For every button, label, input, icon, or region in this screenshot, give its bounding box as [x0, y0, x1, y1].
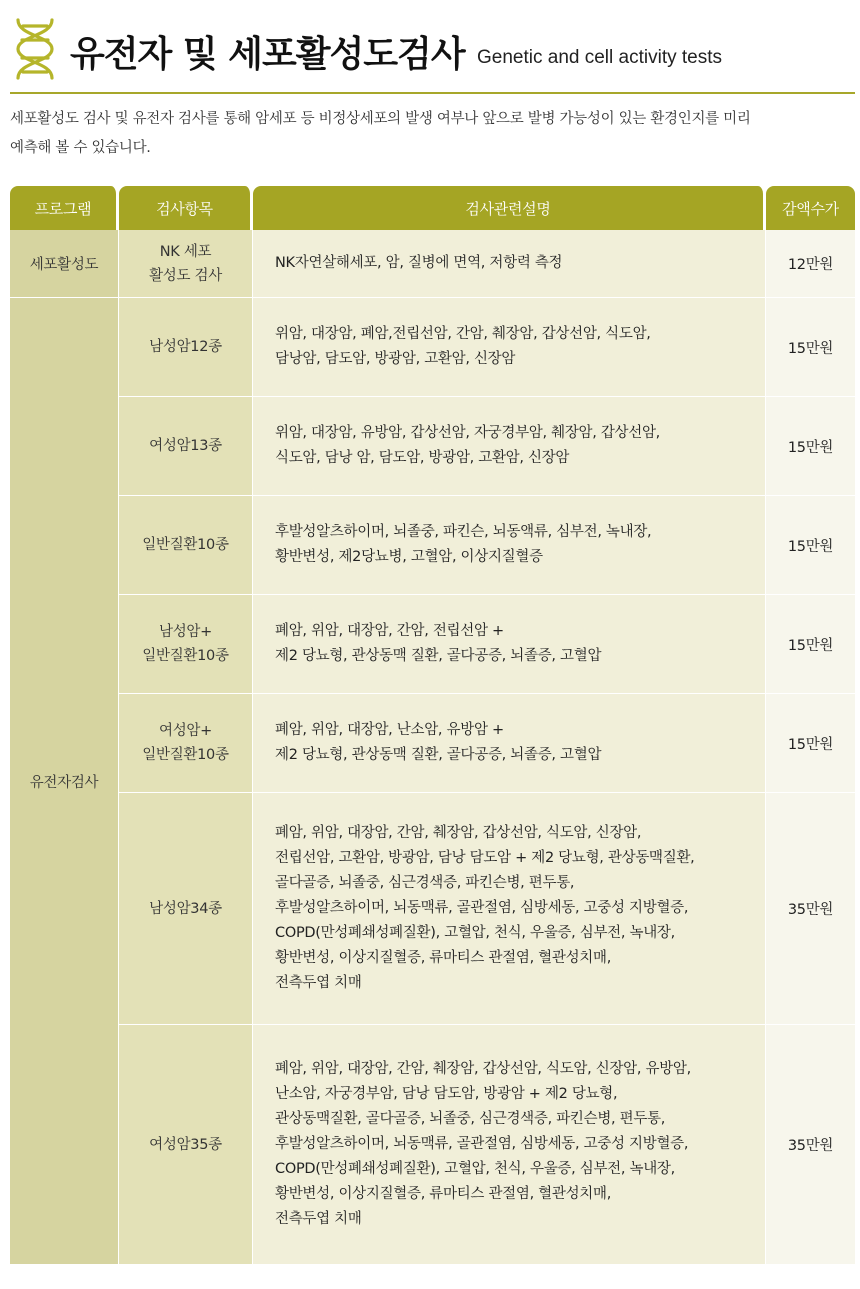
description-line: COPD(만성폐쇄성폐질환), 고혈압, 천식, 우울증, 심부전, 녹내장,: [275, 1161, 675, 1177]
page-subtitle: Genetic and cell activity tests: [477, 47, 722, 68]
dna-icon: [10, 18, 60, 80]
item-line: 여성암+: [159, 723, 212, 739]
item-cell: [119, 694, 253, 793]
description-line: 폐암, 위암, 대장암, 간암, 전립선암 +: [275, 623, 504, 639]
description-cell: [253, 496, 766, 595]
description-line: 폐암, 위암, 대장암, 간암, 췌장암, 갑상선암, 식도암, 신장암, 유방암,: [275, 1061, 691, 1077]
item-cell: [119, 230, 253, 298]
price-cell: 35만원: [766, 793, 855, 1025]
description-cell: [253, 230, 766, 298]
description-cell: [253, 298, 766, 397]
header-divider: [10, 92, 855, 94]
description-line: 폐암, 위암, 대장암, 간암, 췌장암, 갑상선암, 식도암, 신장암,: [275, 825, 642, 841]
table-row: [10, 595, 855, 694]
table-header-row: [10, 186, 855, 230]
item-line: 일반질환10종: [142, 537, 229, 553]
table-row: [10, 298, 855, 397]
description-line: 제2 당뇨형, 관상동맥 질환, 골다공증, 뇌졸증, 고혈압: [275, 747, 602, 763]
table-row: [10, 230, 855, 298]
description-line: 담낭암, 담도암, 방광암, 고환암, 신장암: [275, 351, 516, 367]
item-cell: [119, 298, 253, 397]
description-line: 전측두엽 치매: [275, 975, 362, 991]
description-line: 위암, 대장암, 폐암,전립선암, 간암, 췌장암, 갑상선암, 식도암,: [275, 326, 651, 342]
intro-text: [10, 105, 850, 163]
description-line: 후발성알츠하이머, 뇌동맥류, 골관절염, 심방세동, 고중성 지방혈증,: [275, 900, 689, 916]
page-title: 유전자 및 세포활성도검사: [70, 34, 465, 75]
description-line: 후발성알츠하이머, 뇌동맥류, 골관절염, 심방세동, 고중성 지방혈증,: [275, 1136, 689, 1152]
item-line: 여성암35종: [149, 1136, 222, 1153]
intro-line: 예측해 볼 수 있습니다.: [10, 140, 151, 156]
page-header: [10, 18, 855, 94]
program-cell: 세포활성도: [10, 230, 119, 298]
description-cell: [253, 1025, 766, 1265]
description-cell: [253, 397, 766, 496]
description-cell: [253, 793, 766, 1025]
column-header-price: 감액수가: [766, 186, 855, 230]
item-line: 일반질환10종: [142, 648, 229, 664]
description-line: NK자연살해세포, 암, 질병에 면역, 저항력 측정: [275, 255, 563, 271]
table-row: [10, 694, 855, 793]
column-header-description: 검사관련설명: [253, 186, 766, 230]
column-header-item: 검사항목: [119, 186, 253, 230]
description-line: 후발성알츠하이머, 뇌졸중, 파킨슨, 뇌동액류, 심부전, 녹내장,: [275, 524, 652, 540]
item-cell: [119, 397, 253, 496]
description-line: 식도암, 담낭 암, 담도암, 방광암, 고환암, 신장암: [275, 450, 570, 466]
item-line: 남성암12종: [149, 339, 222, 355]
description-line: 관상동맥질환, 골다골증, 뇌졸중, 심근경색증, 파킨슨병, 편두통,: [275, 1111, 666, 1127]
item-line: NK 세포: [159, 243, 212, 260]
intro-line: 세포활성도 검사 및 유전자 검사를 통해 암세포 등 비정상세포의 발생 여부나 앞으로 발병 가능성이 있는 환경인지를 미리: [10, 111, 751, 127]
description-line: COPD(만성폐쇄성폐질환), 고혈압, 천식, 우울증, 심부전, 녹내장,: [275, 925, 675, 941]
price-table: [10, 186, 855, 1265]
description-line: 황반변성, 제2당뇨병, 고혈암, 이상지질혈증: [275, 549, 543, 565]
item-line: 활성도 검사: [149, 267, 222, 284]
description-line: 폐암, 위암, 대장암, 난소암, 유방암 +: [275, 722, 504, 738]
table-row: [10, 397, 855, 496]
table-row: [10, 496, 855, 595]
description-line: 위암, 대장암, 유방암, 갑상선암, 자궁경부암, 췌장암, 갑상선암,: [275, 425, 660, 441]
item-cell: [119, 1025, 253, 1265]
column-header-program: 프로그램: [10, 186, 119, 230]
price-cell: 15만원: [766, 694, 855, 793]
description-line: 골다골증, 뇌졸중, 심근경색증, 파킨슨병, 편두통,: [275, 875, 575, 891]
item-line: 여성암13종: [149, 438, 222, 454]
description-line: 황반변성, 이상지질혈증, 류마티스 관절염, 혈관성치매,: [275, 950, 612, 966]
item-line: 남성암+: [159, 624, 212, 640]
item-line: 남성암34종: [149, 900, 222, 917]
description-line: 전립선암, 고환암, 방광암, 담낭 담도암 + 제2 당뇨형, 관상동맥질환,: [275, 850, 695, 866]
item-cell: [119, 793, 253, 1025]
description-cell: [253, 595, 766, 694]
item-cell: [119, 595, 253, 694]
description-line: 난소암, 자궁경부암, 담낭 담도암, 방광암 + 제2 당뇨형,: [275, 1086, 618, 1102]
table-row: [10, 1025, 855, 1265]
price-cell: 12만원: [766, 230, 855, 298]
program-cell: 유전자검사: [10, 298, 119, 1265]
price-cell: 15만원: [766, 298, 855, 397]
price-cell: 15만원: [766, 397, 855, 496]
description-cell: [253, 694, 766, 793]
price-cell: 35만원: [766, 1025, 855, 1265]
table-row: [10, 793, 855, 1025]
price-cell: 15만원: [766, 496, 855, 595]
price-cell: 15만원: [766, 595, 855, 694]
item-line: 일반질환10종: [142, 747, 229, 763]
item-cell: [119, 496, 253, 595]
description-line: 황반변성, 이상지질혈증, 류마티스 관절염, 혈관성치매,: [275, 1186, 612, 1202]
description-line: 제2 당뇨형, 관상동맥 질환, 골다공증, 뇌졸증, 고혈압: [275, 648, 602, 664]
description-line: 전측두엽 치매: [275, 1211, 362, 1227]
